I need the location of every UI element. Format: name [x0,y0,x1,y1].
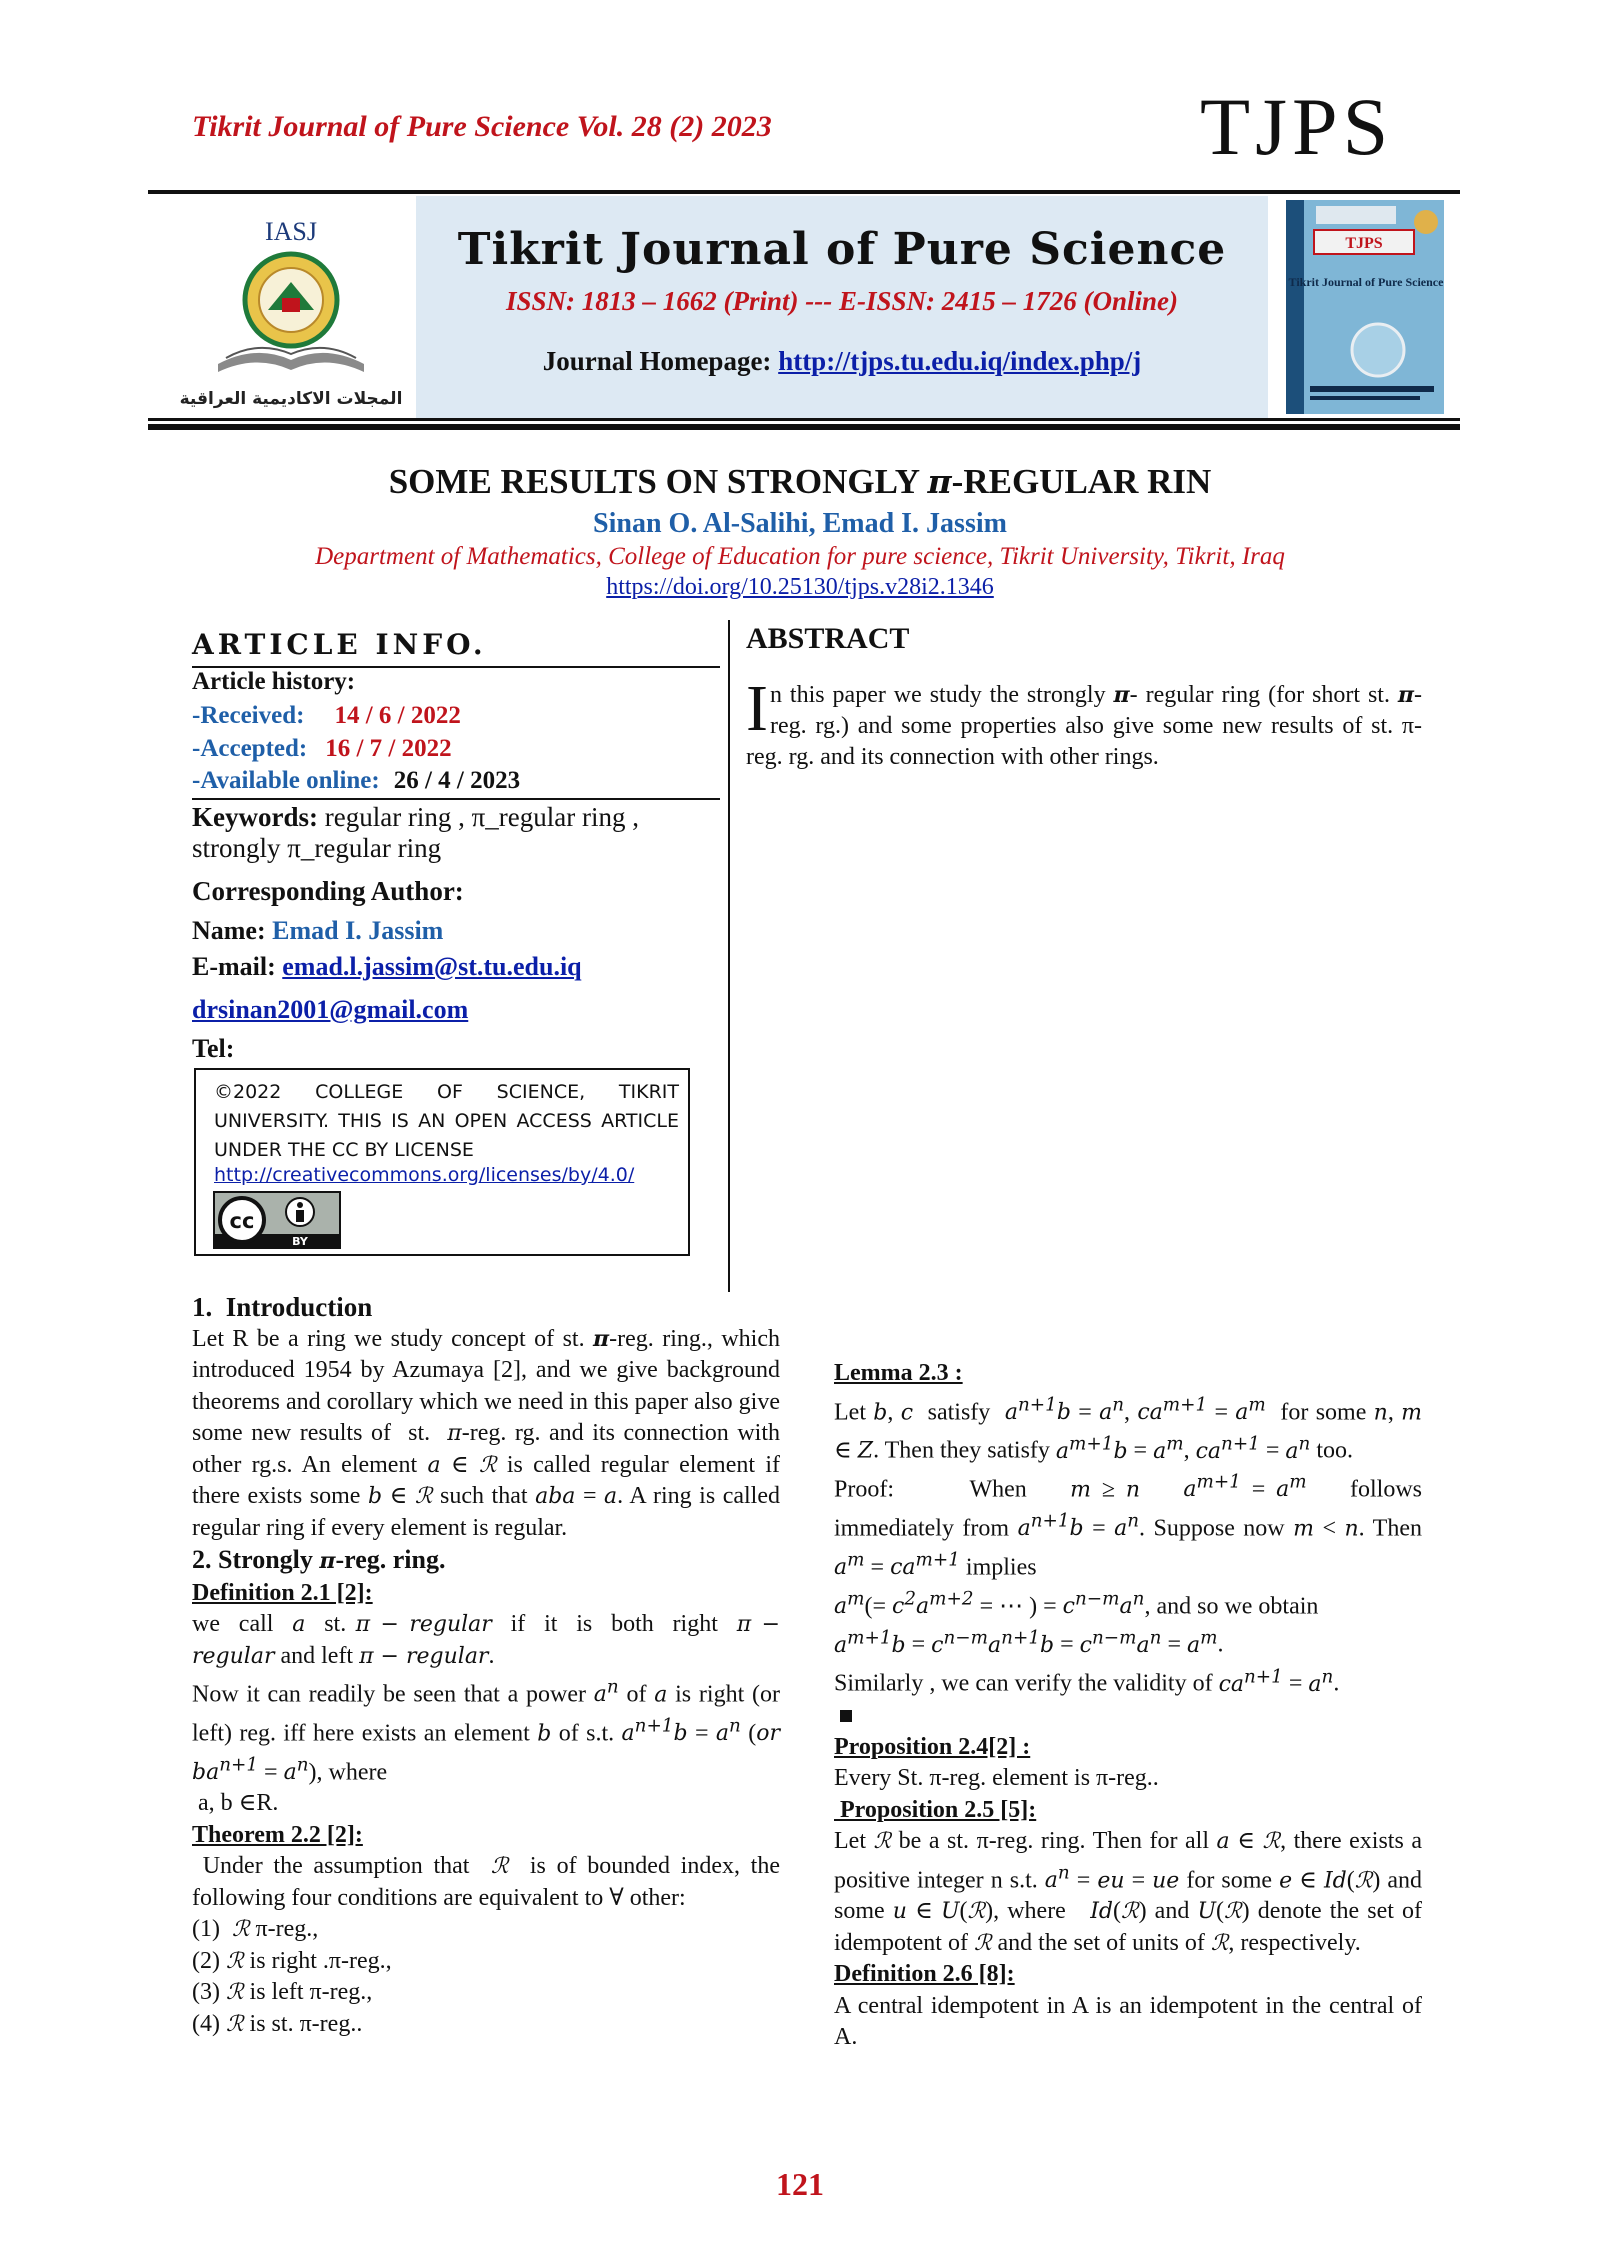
qed-mark [834,1700,1422,1732]
banner-homepage [416,346,1268,377]
column-divider [728,620,730,1292]
lemma-2-3-text: Let b, c satisfy $a^{n+1}b = a^n$, $ca^{m+1} = a^m$ for some n, m ∈ Z. Then they satisfy $a^{m+1}b = a^m$, $ca^{n+1} = a^n$ too. [834,1394,1423,1464]
iasj-logo-label: IASJ [264,217,318,246]
theorem-2-2-text: Under the assumption that ℛ is of bounded index, the following four conditions are equivalent to ∀ other: [192,1853,781,1911]
article-info-heading: ARTICLE INFO. [192,628,487,661]
journal-cover-image [1286,200,1444,414]
theorem-2-2-heading: Theorem 2.2 [2]: [192,1821,363,1848]
email-row-2 [192,995,468,1025]
banner-journal-info [416,196,1268,418]
page-number: 121 [776,2166,824,2202]
homepage-label: Journal Homepage: [542,346,772,376]
tel-label: Tel: [192,1034,235,1063]
email-link-2[interactable]: drsinan2001@gmail.com [192,995,469,1024]
email-link-1[interactable]: emad.l.jassim@st.tu.edu.iq [282,952,582,981]
keywords: Keywords: regular ring , π_regular ring , strongly π_regular ring [192,802,640,863]
body-left-column [192,1292,780,2040]
definition-2-1-text: we call a st. π − regular if it is both right π − regular and left π − regular. [192,1611,781,1669]
proposition-2-4-text: Every St. π-reg. element is π-reg.. [834,1765,1159,1792]
lemma-2-3-proof-similar: Similarly , we can verify the validity of $ca^{n+1} = a^n$. [834,1666,1340,1697]
accepted-row: -Accepted: 16 / 7 / 2022 [192,735,452,762]
cover-title: Tikrit Journal of Pure Science [1288,275,1444,289]
article-info-rule-2 [192,798,720,800]
abstract-dropcap: I [746,672,768,745]
cover-badge: TJPS [1345,235,1383,252]
theorem-condition-3: (3) ℛ is left π-reg., [192,1979,373,2006]
definition-2-6-heading: Definition 2.6 [8]: [834,1961,1015,1988]
cc-by-badge [214,1192,340,1248]
article-history-label: Article history: [192,668,356,695]
paper-affiliation: Department of Mathematics, College of Education for pure science, Tikrit University, Tikrit, Iraq [315,543,1285,570]
definition-2-1-heading: Definition 2.1 [2]: [192,1579,373,1606]
journal-running-title: Tikrit Journal of Pure Science Vol. 28 (2) 2023 [192,110,772,143]
banner-journal-title: Tikrit Journal of Pure Science [457,224,1227,275]
section-strongly-pi-heading: 2. Strongly π-reg. ring. [192,1545,446,1574]
license-text: ©2022 COLLEGE OF SCIENCE, TIKRIT UNIVERSITY. THIS IS AN OPEN ACCESS ARTICLE UNDER THE CC BY LICENSE [214,1081,679,1161]
definition-2-6-text: A central idempotent in A is an idempotent in the central of A. [834,1992,1422,2051]
theorem-condition-2: (2) ℛ is right .π-reg., [192,1947,392,1974]
lemma-2-3-heading: Lemma 2.3 : [834,1360,963,1386]
cc-icon: cc [229,1209,255,1233]
theorem-condition-4: (4) ℛ is st. π-reg.. [192,2010,363,2037]
license-link[interactable]: http://creativecommons.org/licenses/by/4.0/ [214,1164,635,1186]
license-box [194,1068,690,1256]
proposition-2-4-heading: Proposition 2.4[2] : [834,1733,1031,1760]
header-rule-bottom-2 [148,424,1460,430]
lemma-2-3-proof: Proof: When m ≥ n $a^{m+1} = a^m$ follows immediately from $a^{n+1}b = a^n$. Suppose now m < n. Then $a^m = ca^{m+1}$ implies [834,1472,1422,1581]
theorem-condition-1: (1) ℛ π-reg., [192,1916,319,1943]
paper-authors: Sinan O. Al-Salihi, Emad I. Jassim [593,508,1007,539]
paper-title: SOME RESULTS ON STRONGLY π-REGULAR RIN [388,462,1212,501]
definition-2-1-where: a, b ∈R. [192,1790,279,1817]
definition-2-1-remark: Now it can readily be seen that a power $a^n$ of a is right (or left) reg. iff here exists an element b of s.t. $a^{n+1}b = a^n$ (or $ba^{n+1} = a^n$), where [192,1677,781,1785]
introduction-paragraph: Let R be a ring we study concept of st. π-reg. ring., which introduced 1954 by Azumaya [2], and we give background theorems and corollary which we need in this paper also give some new results of st. π-reg. rg. and its connection with other rg.s. An element a ∈ ℛ is called regular element if there exists some b ∈ ℛ such that aba = a. A ring is called regular ring if every element is regular. [192,1325,781,1541]
doi-link[interactable]: https://doi.org/10.25130/tjps.v28i2.1346 [606,574,994,600]
lemma-2-3-proof-eq1: $a^m(= c^2a^{m+2}$ = ⋯ ) = $c^{n-m}a^n$, and so we obtain [834,1588,1319,1619]
lemma-2-3-proof-eq2: $a^{m+1}b = c^{n-m}a^{n+1}b = c^{n-m}a^n = a^m$. [834,1627,1224,1658]
proposition-2-5-text: Let ℛ be a st. π-reg. ring. Then for all a ∈ ℛ, there exists a positive integer n s.t. $a^n$ = eu = ue for some e ∈ Id(ℛ) and some u ∈ U(ℛ), where Id(ℛ) and U(ℛ) denote the set of idempotent of ℛ and the set of units of ℛ, respectively. [834,1828,1423,1956]
abstract-body: In this paper we study the strongly π- regular ring (for short st. π-reg. rg.) and some properties also give some new results of st. π-reg. rg. and its connection with other rings. [746,672,1423,770]
proposition-2-5-heading: Proposition 2.5 [5]: [834,1796,1037,1823]
abstract-heading: ABSTRACT [746,622,910,655]
available-online-row: -Available online: 26 / 4 / 2023 [192,767,521,794]
by-label: BY [292,1235,308,1248]
body-right-column [834,1358,1422,2054]
homepage-link[interactable]: http://tjps.tu.edu.iq/index.php/j [778,346,1142,376]
corresponding-author-label: Corresponding Author: [192,876,464,906]
iasj-logo-arabic: المجلات الاكاديمية العراقية [179,389,403,409]
email-row: E-mail: emad.l.jassim@st.tu.edu.iq [192,952,582,981]
received-row: -Received: 14 / 6 / 2022 [192,702,461,729]
banner-issn: ISSN: 1813 – 1662 (Print) --- E-ISSN: 2415 – 1726 (Online) [505,286,1179,316]
iasj-logo [179,212,403,412]
author-name-row: Name: Emad I. Jassim [192,916,444,945]
header-rule-top [148,190,1460,194]
paper-doi [0,574,1600,601]
section-introduction-heading: 1. Introduction [192,1292,373,1322]
header-rule-bottom-1 [148,418,1460,421]
journal-mark: TJPS [1200,81,1394,172]
